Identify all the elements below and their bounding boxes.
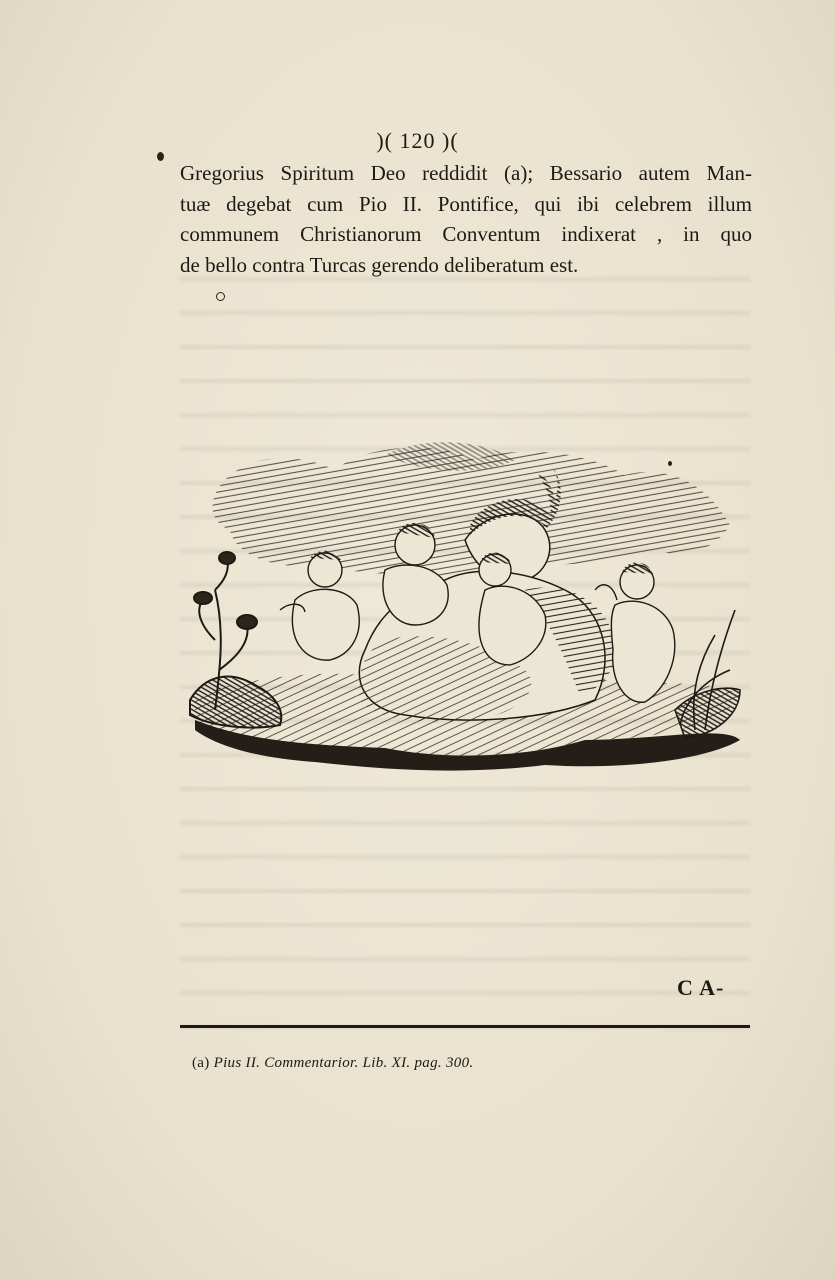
body-line: communem Christianorum Conventum indixerat , in quo <box>180 222 752 246</box>
plant-right <box>675 610 740 738</box>
footnote <box>192 1055 473 1072</box>
footnote-rule <box>180 1025 750 1028</box>
body-line: tuæ degebat cum Pio II. Pontifice, qui ibi celebrem illum <box>180 191 752 216</box>
catchword: C A- <box>677 975 725 1000</box>
footnote-text: Pius II. Commentarior. Lib. XI. pag. 300. <box>213 1055 474 1071</box>
body-text <box>180 158 752 280</box>
ink-spot <box>216 292 225 301</box>
ink-spot <box>157 152 164 161</box>
footnote-marker: (a) <box>192 1055 210 1071</box>
plant-left <box>190 552 281 728</box>
ink-spot <box>668 461 672 466</box>
body-line: Gregorius Spiritum Deo reddidit (a); Bessario autem Man- <box>180 161 752 185</box>
page-header: )( 120 )( <box>376 128 459 153</box>
engraved-vignette <box>185 440 750 775</box>
clouds <box>213 442 731 575</box>
body-line: de bello contra Turcas gerendo deliberatum est. <box>180 252 579 277</box>
